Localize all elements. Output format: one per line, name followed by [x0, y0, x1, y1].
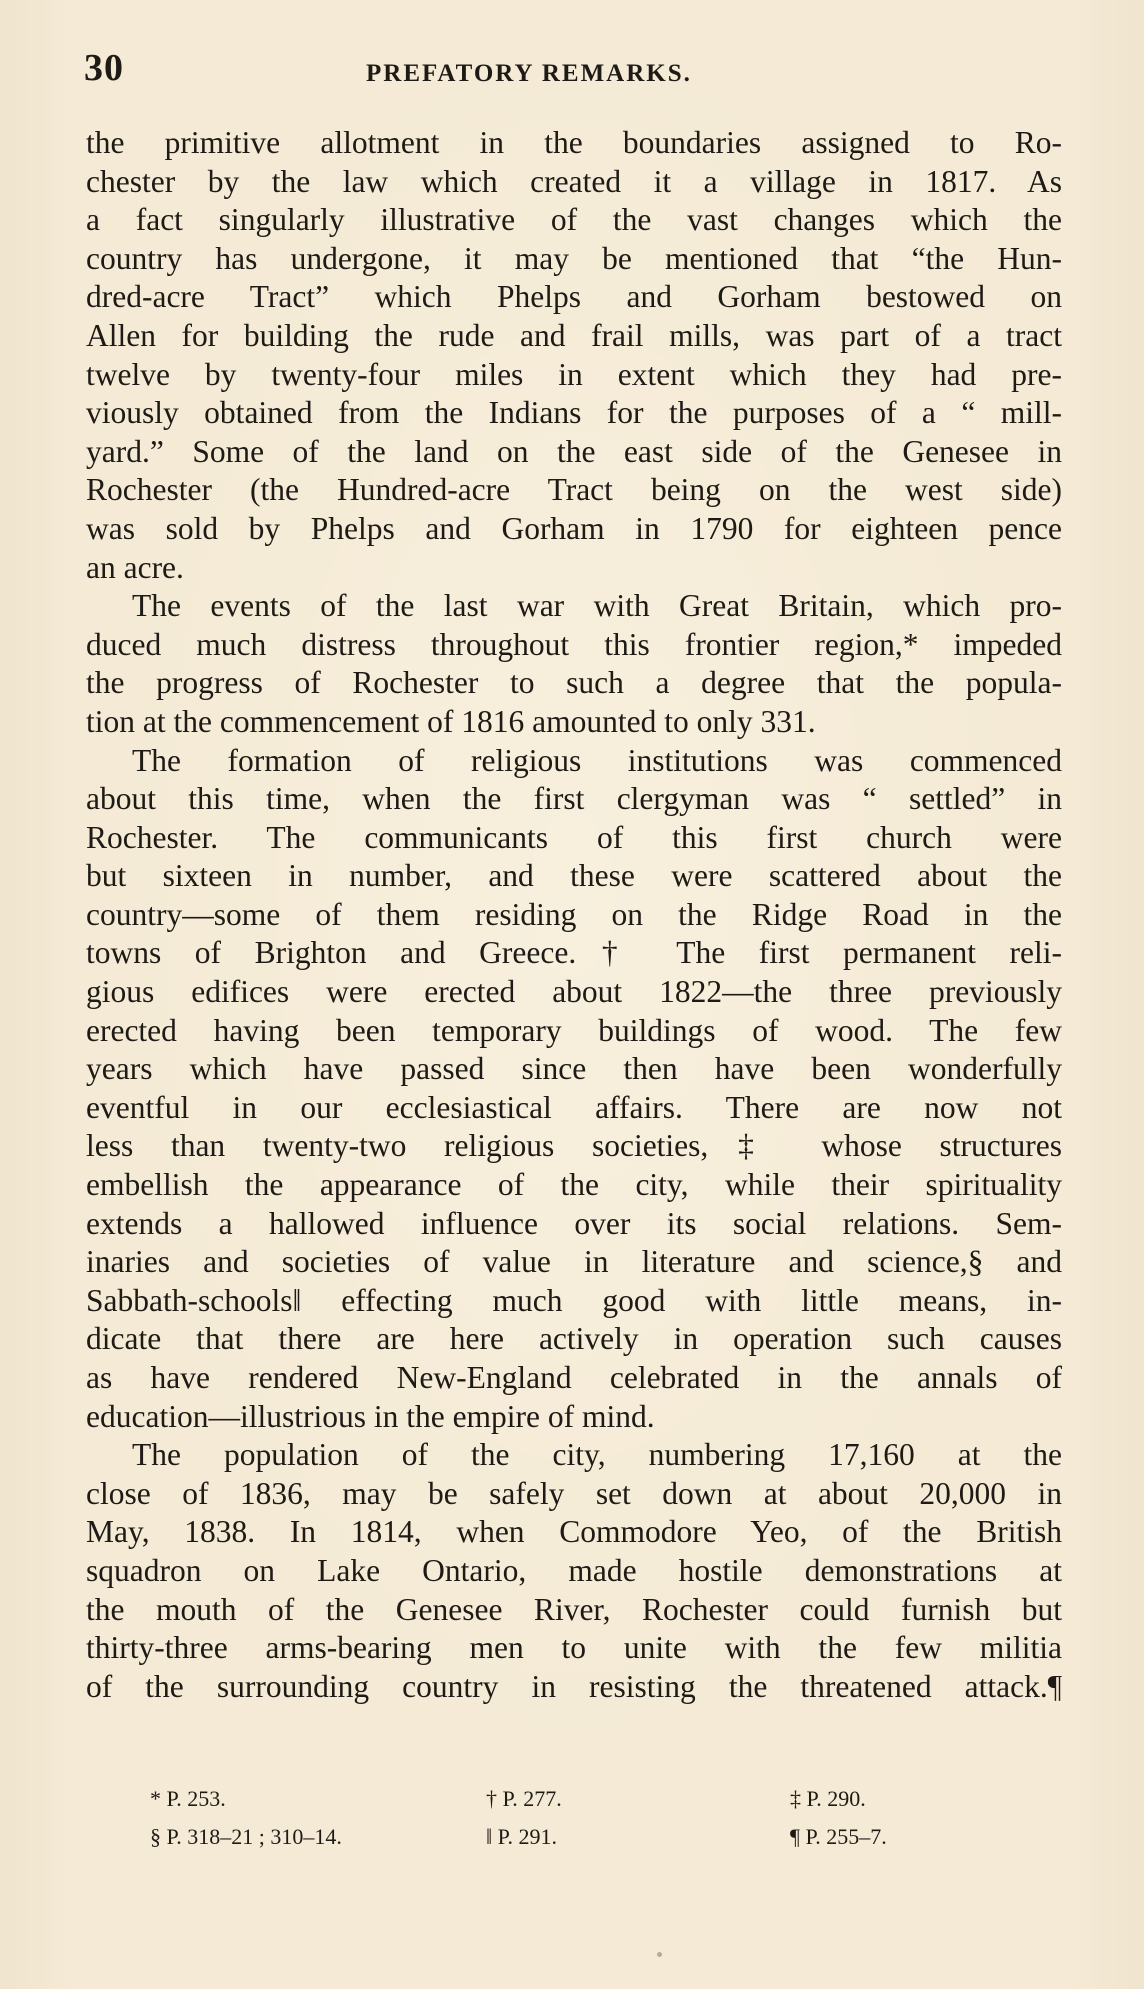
- text-line: towns of Brighton and Greece.† The first permanent reli-: [86, 935, 1062, 971]
- text-line: the progress of Rochester to such a degree that the popula-: [86, 665, 1062, 701]
- footnotes: [150, 1786, 1010, 1862]
- running-title: PREFATORY REMARKS.: [366, 60, 692, 87]
- text-line: eventful in our ecclesiastical affairs. There are now not: [86, 1089, 1062, 1125]
- paper-speck: [657, 1952, 662, 1957]
- paragraph: [86, 1436, 1062, 1706]
- text-line: years which have passed since then have been wonderfully: [86, 1051, 1062, 1087]
- text-line: tion at the commencement of 1816 amounted to only 331.: [86, 703, 816, 739]
- footnote: § P. 318–21 ; 310–14.: [150, 1824, 342, 1849]
- text-line: an acre.: [86, 549, 184, 585]
- text-line: erected having been temporary buildings of wood. The few: [86, 1012, 1062, 1048]
- text-line: was sold by Phelps and Gorham in 1790 for eighteen pence: [86, 510, 1062, 546]
- text-line: extends a hallowed influence over its social relations. Sem-: [86, 1205, 1062, 1241]
- text-line: the primitive allotment in the boundaries assigned to Ro-: [86, 125, 1062, 160]
- text-line: viously obtained from the Indians for the purposes of a “ mill-: [86, 395, 1062, 431]
- text-line: less than twenty-two religious societies,‡ whose structures: [86, 1128, 1062, 1164]
- text-line: dicate that there are here actively in operation such causes: [86, 1321, 1062, 1357]
- paragraph: [86, 124, 1062, 587]
- text-line: The formation of religious institutions was commenced: [132, 742, 1062, 778]
- text-line: Allen for building the rude and frail mills, was part of a tract: [86, 317, 1062, 353]
- footnote: ‡ P. 290.: [790, 1786, 866, 1811]
- text-line: The population of the city, numbering 17,160 at the: [132, 1437, 1062, 1473]
- text-line: dred-acre Tract” which Phelps and Gorham bestowed on: [86, 279, 1062, 315]
- text-line: country has undergone, it may be mentioned that “the Hun-: [86, 240, 1062, 276]
- text-line: thirty-three arms-bearing men to unite with the few militia: [86, 1630, 1062, 1666]
- text-line: twelve by twenty-four miles in extent which they had pre-: [86, 356, 1062, 392]
- text-line: of the surrounding country in resisting the threatened attack.¶: [86, 1668, 1062, 1704]
- paragraph: [86, 742, 1062, 1437]
- text-line: The events of the last war with Great Britain, which pro-: [132, 588, 1062, 624]
- text-line: embellish the appearance of the city, while their spirituality: [86, 1167, 1062, 1203]
- text-line: as have rendered New-England celebrated in the annals of: [86, 1360, 1062, 1395]
- footnote: * P. 253.: [150, 1786, 226, 1811]
- text-line: squadron on Lake Ontario, made hostile demonstrations at: [86, 1552, 1062, 1588]
- footnote-row: [150, 1786, 1010, 1824]
- body-text: [86, 124, 1062, 1706]
- text-line: about this time, when the first clergyman was “ settled” in: [86, 781, 1062, 817]
- text-line: inaries and societies of value in literature and science,§ and: [86, 1244, 1062, 1280]
- text-line: the mouth of the Genesee River, Rochester could furnish but: [86, 1591, 1062, 1627]
- text-line: chester by the law which created it a village in 1817. As: [86, 163, 1062, 199]
- page-number: 30: [84, 47, 124, 89]
- text-line: May, 1838. In 1814, when Commodore Yeo, of the British: [86, 1514, 1062, 1550]
- footnote: ¶ P. 255–7.: [790, 1824, 887, 1849]
- footnote: ‖ P. 291.: [486, 1824, 557, 1849]
- text-line: country—some of them residing on the Ridge Road in the: [86, 896, 1062, 932]
- text-line: gious edifices were erected about 1822—the three previously: [86, 974, 1062, 1010]
- running-head: [84, 46, 1068, 96]
- text-line: Sabbath-schools‖ effecting much good with little means, in-: [86, 1282, 1062, 1318]
- text-line: duced much distress throughout this frontier region,* impeded: [86, 626, 1062, 662]
- text-line: yard.” Some of the land on the east side of the Genesee in: [86, 433, 1062, 469]
- footnote-row: [150, 1824, 1010, 1862]
- paragraph: [86, 587, 1062, 741]
- text-line: close of 1836, may be safely set down at about 20,000 in: [86, 1475, 1062, 1511]
- text-line: Rochester (the Hundred-acre Tract being on the west side): [86, 472, 1062, 508]
- text-line: a fact singularly illustrative of the vast changes which the: [86, 202, 1062, 238]
- footnote: † P. 277.: [486, 1786, 562, 1811]
- text-line: education—illustrious in the empire of mind.: [86, 1398, 655, 1434]
- text-line: but sixteen in number, and these were scattered about the: [86, 858, 1062, 894]
- text-line: Rochester. The communicants of this first church were: [86, 819, 1062, 855]
